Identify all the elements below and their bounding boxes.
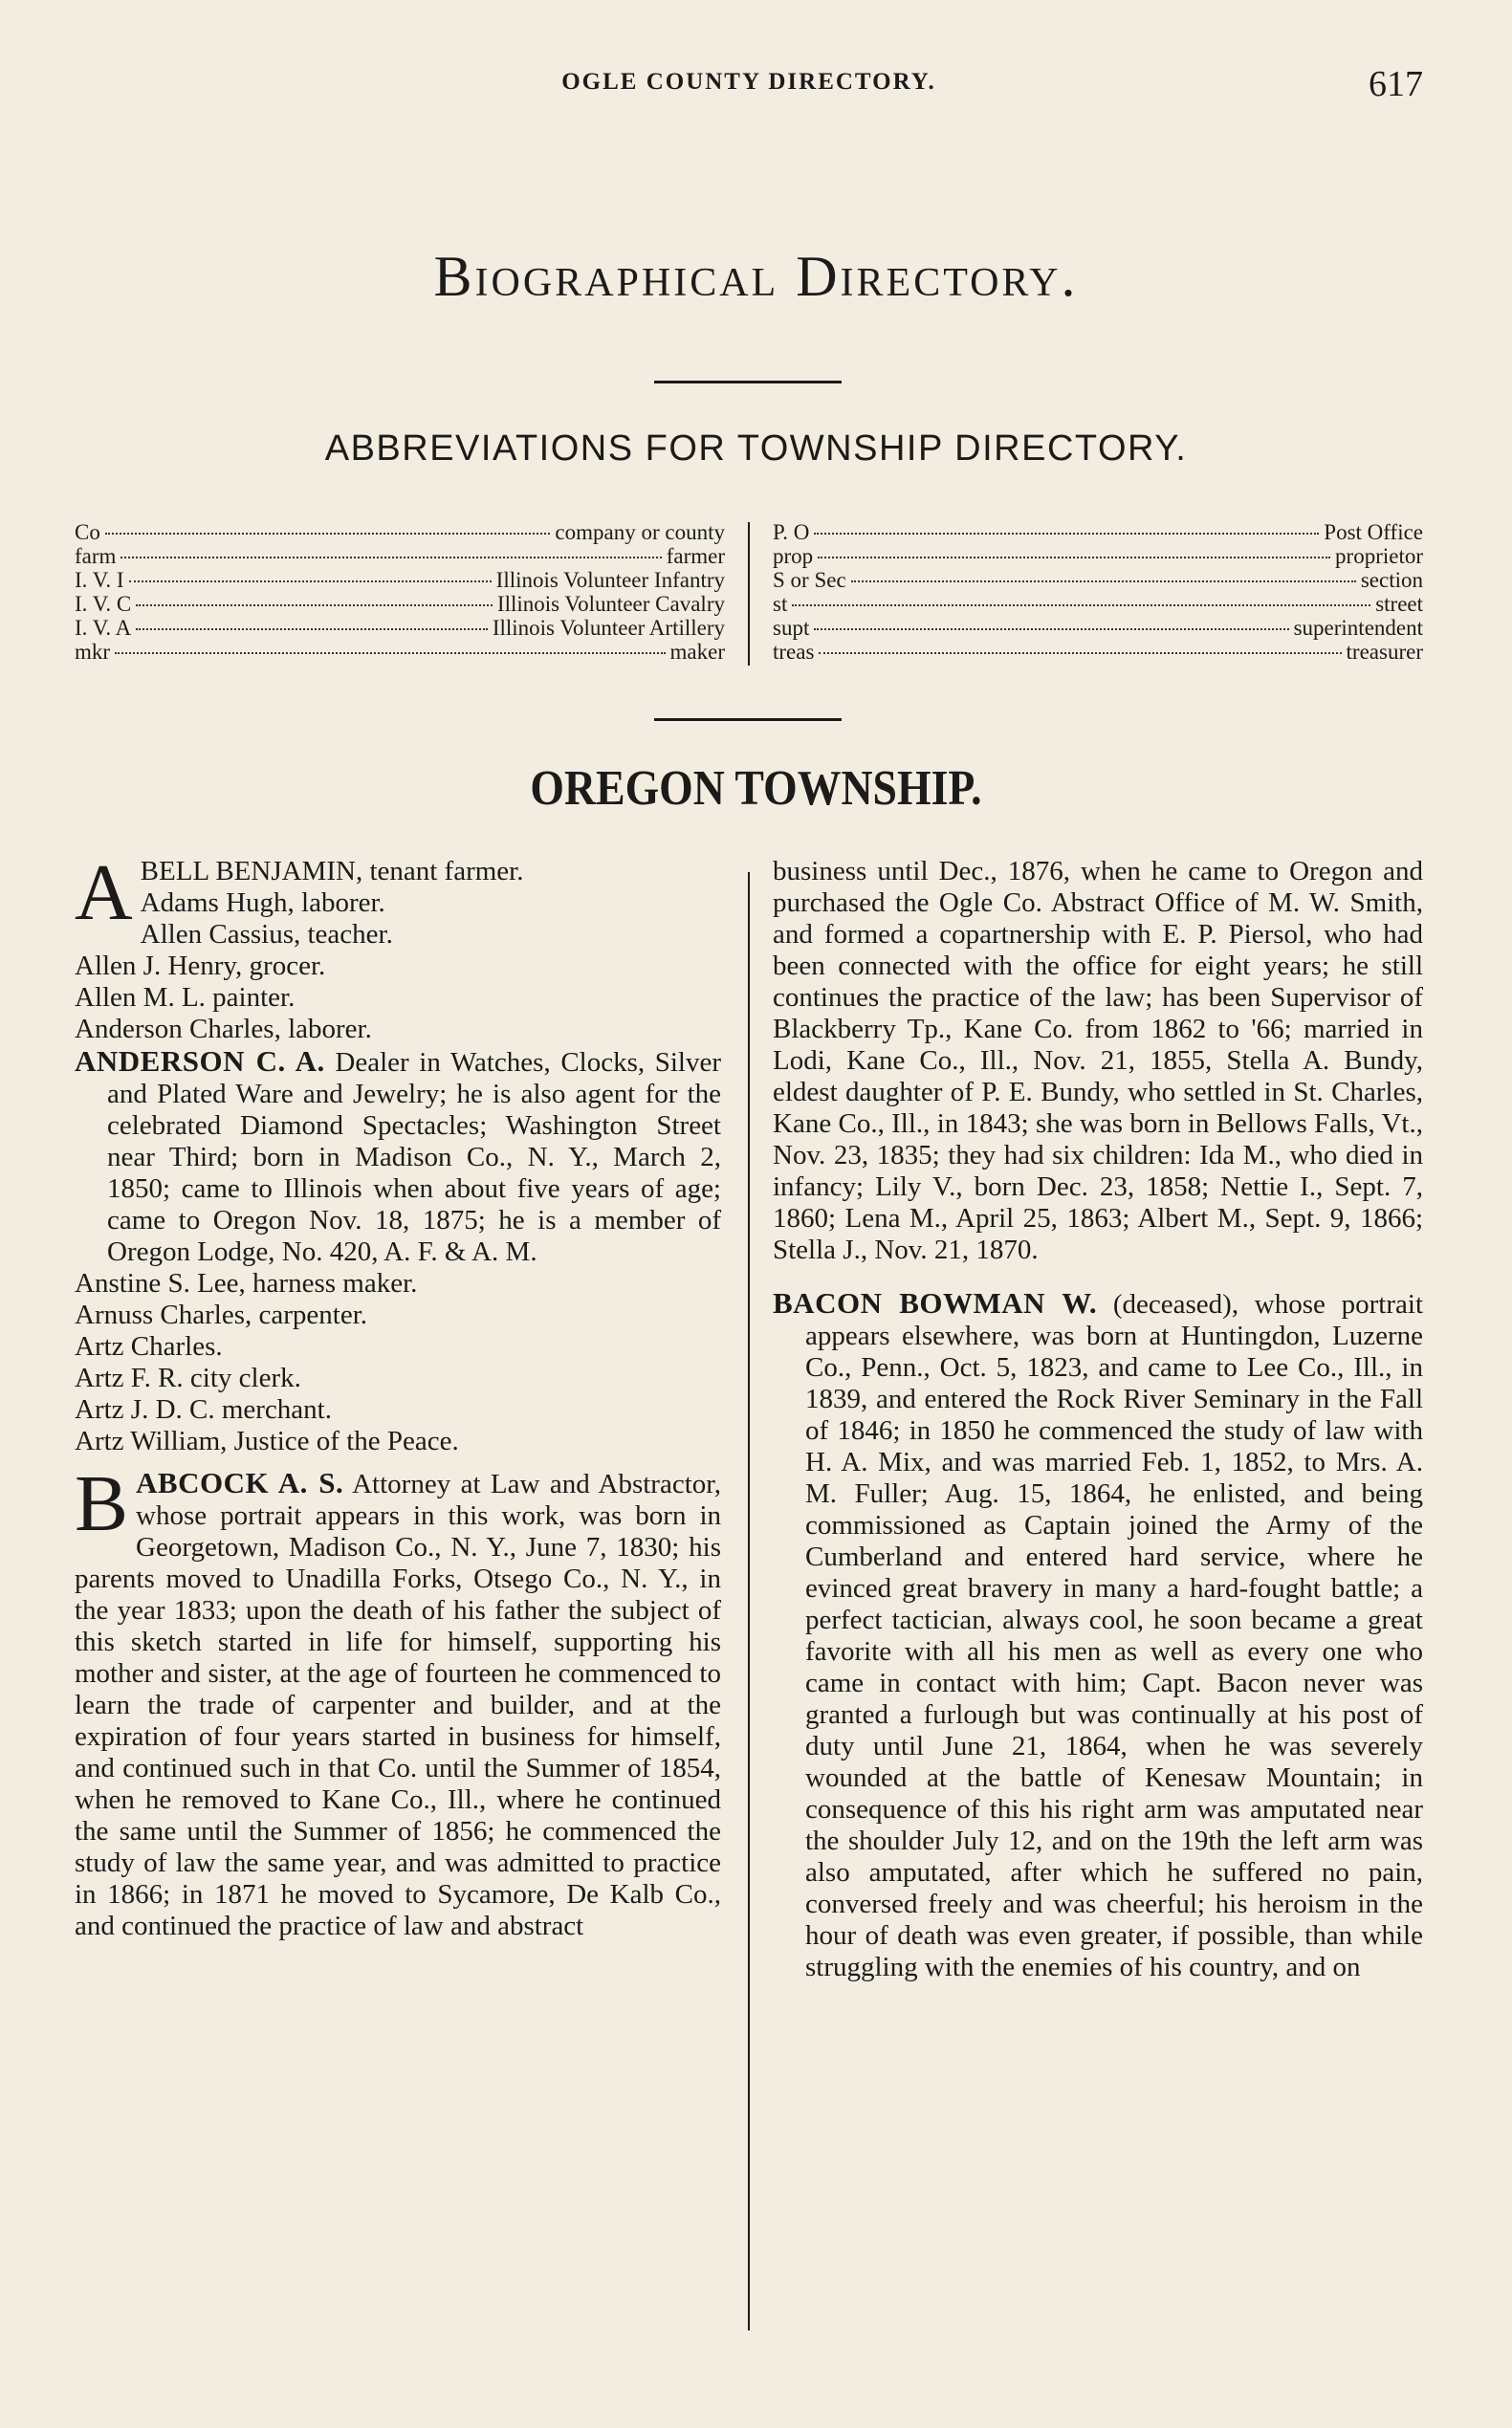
abbreviation-meaning: Illinois Volunteer Cavalry (496, 592, 725, 616)
abbreviation-row (75, 520, 725, 544)
leader-dots (136, 628, 488, 630)
abbreviation: treas (773, 640, 815, 664)
abbreviation-row (75, 640, 725, 664)
page-title: Biographical Directory. (433, 245, 1079, 308)
directory-entry: Artz William, Justice of the Peace. (75, 1426, 459, 1456)
entry-text: BELL BENJAMIN, tenant farmer. (140, 856, 524, 886)
column-divider (748, 872, 750, 2330)
leader-dots (851, 580, 1356, 582)
abbreviation-row (75, 592, 725, 616)
abbreviations-heading: ABBREVIATIONS FOR TOWNSHIP DIRECTORY. (324, 428, 1188, 469)
abbreviation: S or Sec (773, 568, 846, 592)
directory-entry: Artz F. R. city clerk. (75, 1363, 301, 1393)
abbreviation: Co (75, 520, 100, 544)
abbreviation-meaning: Post Office (1324, 520, 1423, 544)
directory-entry: Allen J. Henry, grocer. (75, 951, 326, 981)
directory-entry: Allen M. L. painter. (75, 982, 296, 1013)
section-heading: OREGON TOWNSHIP. (530, 761, 982, 816)
abbreviations-right-list (773, 520, 1423, 664)
leader-dots (115, 652, 665, 654)
abbreviation-row (773, 640, 1423, 664)
abbreviation-row (773, 568, 1423, 592)
entry-text: (deceased), whose portrait appears elsewhere, was born at Huntingdon, Luzerne Co., Penn., Oct. 5, 1823, and came to Lee Co., Ill., in 1839, and entered the Rock River Seminary in the Fall of 1846; in 1850 he commenced the study of law with H. A. Mix, and was married Feb. 1, 1852, to Mrs. A. M. Fuller; Aug. 15, 1864, he enlisted, and being commissioned as Captain joined the Army of the Cumberland and entered hard service, where he evinced great bravery in many a hard-fought battle; a perfect tactician, always cool, he soon became a great favorite with all his men as well as every one who came in contact with him; Capt. Bacon never was granted a furlough but was continually at his post of duty until June 21, 1864, when he was severely wounded at the battle of Kenesaw Mountain; in consequence of this his right arm was amputated near the shoulder July 12, and on the 19th the left arm was also amputated, after which he suffered no pain, conversed freely and was cheerful; his heroism in the hour of death was even greater, if possible, than while struggling with the enemies of his country, and on (805, 1289, 1424, 1982)
entry-name: ABCOCK A. S. (136, 1466, 344, 1499)
directory-entry: Artz J. D. C. merchant. (75, 1394, 332, 1425)
abbreviations-divider (748, 522, 750, 666)
leader-dots (814, 533, 1319, 535)
leader-dots (819, 652, 1341, 654)
directory-entry: Allen Cassius, teacher. (140, 919, 393, 950)
abbreviation-meaning: company or county (555, 520, 725, 544)
leader-dots (818, 557, 1330, 558)
leader-dots (792, 604, 1370, 606)
abbreviation: mkr (75, 640, 111, 664)
abbreviation-meaning: treasurer (1346, 640, 1423, 664)
entry-text: Attorney at Law and Abstractor, whose portrait appears in this work, was born in Georgetown, Madison Co., N. Y., June 7, 1830; his parents moved to Unadilla Forks, Otsego Co., N. Y., in the year 1833; upon the death of his father the subject of this sketch started in life for himself, supporting his mother and sister, at the age of fourteen he commenced to learn the trade of carpenter and builder, and at the expiration of four years started in business for himself, and continued such in that Co. until the Summer of 1854, when he removed to Kane Co., Ill., where he continued the same until the Summer of 1856; he commenced the study of law the same year, and was admitted to practice in 1866; in 1871 he moved to Sycamore, De Kalb Co., and continued the practice of law and abstract (75, 1469, 721, 1941)
abbreviation-meaning: Illinois Volunteer Infantry (495, 568, 725, 592)
abbreviation: I. V. A (75, 616, 132, 640)
abbreviation-meaning: superintendent (1293, 616, 1423, 640)
abbreviation: supt (773, 616, 810, 640)
abbreviation-row (75, 616, 725, 640)
page-number: 617 (1369, 64, 1423, 104)
abbreviation-row (773, 520, 1423, 544)
abbreviation: I. V. C (75, 592, 132, 616)
directory-entry: Anstine S. Lee, harness maker. (75, 1268, 418, 1299)
entry-name: BACON BOWMAN W. (773, 1286, 1098, 1320)
right-column (773, 856, 1423, 1983)
entry-name: ANDERSON C. A. (75, 1044, 325, 1078)
running-head (75, 63, 1423, 111)
directory-entry: Artz Charles. (75, 1331, 223, 1362)
abbreviation-row (773, 616, 1423, 640)
abbreviations-left-list (75, 520, 725, 664)
biography-entry (75, 1045, 721, 1268)
abbreviation-meaning: maker (669, 640, 725, 664)
abbreviation-meaning: proprietor (1335, 544, 1423, 568)
abbreviation: I. V. I (75, 568, 124, 592)
abbreviation-meaning: section (1360, 568, 1423, 592)
abbreviation-row (75, 568, 725, 592)
abbreviation-meaning: Illinois Volunteer Artillery (492, 616, 725, 640)
title-rule (654, 381, 842, 383)
biography-entry (75, 1459, 721, 1942)
entry-text: Dealer in Watches, Clocks, Silver and Plated Ware and Jewelry; he is also agent for the celebrated Diamond Spectacles; Washington Street near Third; born in Madison Co., N. Y., March 2, 1850; came to Illinois when about five years of age; came to Oregon Nov. 18, 1875; he is a member of Oregon Lodge, No. 420, A. F. & A. M. (107, 1047, 722, 1267)
directory-entry: Arnuss Charles, carpenter. (75, 1300, 368, 1330)
abbreviation-row (773, 544, 1423, 568)
leader-dots (814, 628, 1288, 630)
abbreviation-row (75, 544, 725, 568)
biography-entry (773, 1287, 1423, 1983)
drop-cap: B (75, 1459, 129, 1548)
section-rule (654, 718, 842, 721)
left-column (75, 848, 722, 1942)
abbreviation: st (773, 592, 788, 616)
leader-dots (136, 604, 493, 606)
abbreviation-meaning: street (1375, 592, 1423, 616)
abbreviation-row (773, 592, 1423, 616)
leader-dots (129, 580, 492, 582)
abbreviation-meaning: farmer (666, 544, 725, 568)
abbreviation: P. O (773, 520, 810, 544)
directory-entry: Anderson Charles, laborer. (75, 1014, 372, 1044)
leader-dots (105, 533, 551, 535)
directory-entry: Adams Hugh, laborer. (140, 887, 385, 918)
drop-cap: A (75, 848, 133, 937)
running-title: OGLE COUNTY DIRECTORY. (561, 69, 936, 95)
biography-continuation: business until Dec., 1876, when he came to Oregon and purchased the Ogle Co. Abstract Office of M. W. Smith, and formed a copartnership with E. P. Piersol, who had been connected with the office for eight years; he still continues the practice of the law; has been Supervisor of Blackberry Tp., Kane Co. from 1862 to '66; married in Lodi, Kane Co., Ill., Nov. 21, 1855, Stella A. Bundy, eldest daughter of P. E. Bundy, who settled in St. Charles, Kane Co., Ill., in 1843; she was born in Bellows Falls, Vt., Nov. 23, 1835; they had six children: Ida M., who died in infancy; Lily V., born Dec. 23, 1858; Nettie I., Sept. 7, 1860; Lena M., April 25, 1863; Albert M., Sept. 9, 1866; Stella J., Nov. 21, 1870. (773, 856, 1423, 1265)
abbreviation: prop (773, 544, 814, 568)
abbreviation: farm (75, 544, 117, 568)
leader-dots (121, 557, 661, 558)
